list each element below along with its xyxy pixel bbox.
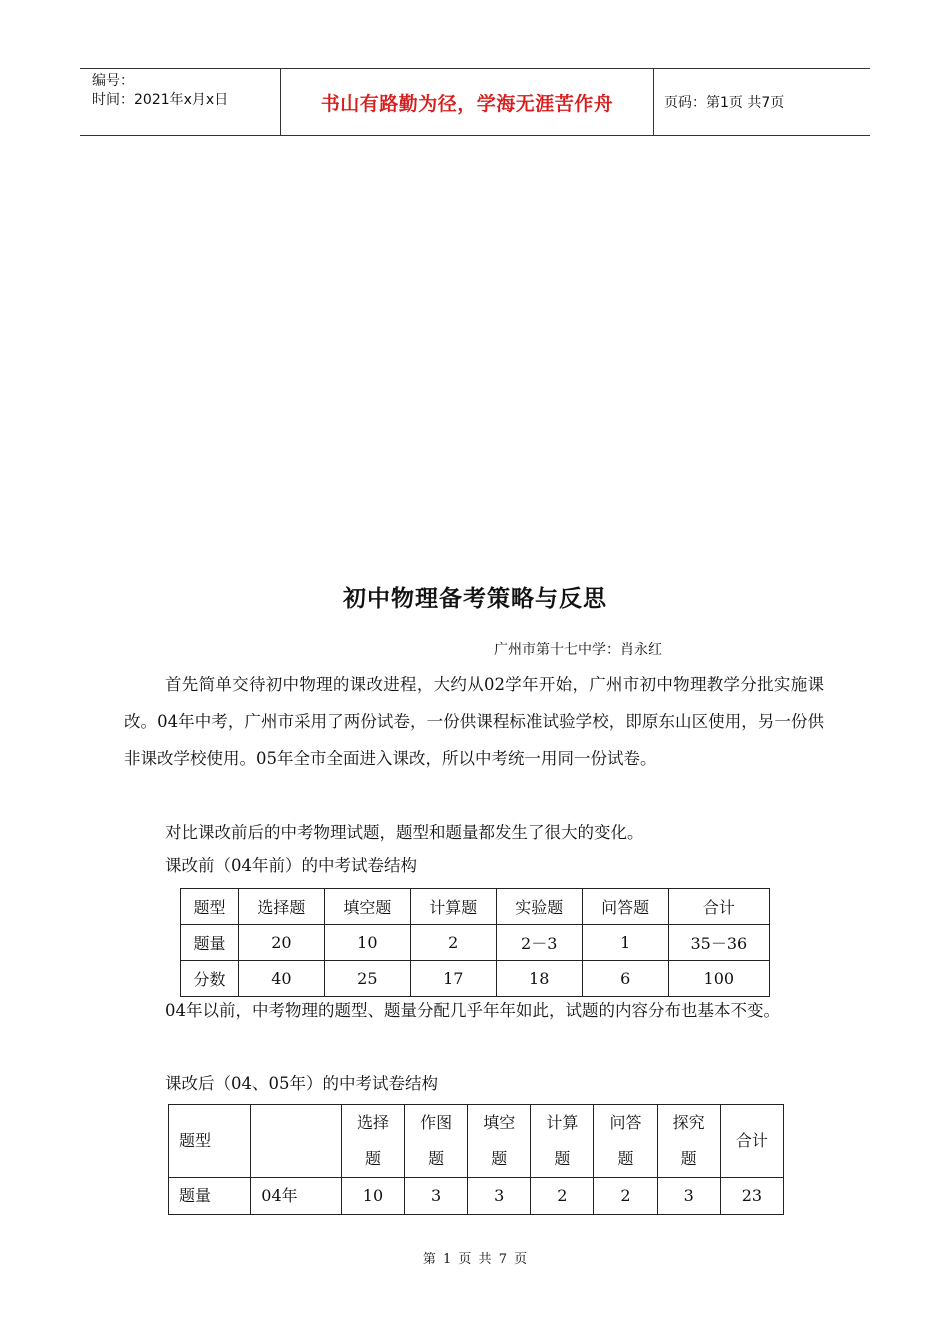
table-cell: 3 xyxy=(405,1178,468,1215)
table-cell: 合计 xyxy=(720,1105,783,1178)
author-line: 广州市第十七中学：肖永红 xyxy=(494,642,662,658)
table-cell: 40 xyxy=(238,961,324,997)
table-cell: 题型 xyxy=(181,889,239,925)
table2-caption: 课改后（04、05年）的中考试卷结构 xyxy=(165,1074,438,1093)
page-header xyxy=(80,68,870,136)
table-cell: 计算题 xyxy=(410,889,496,925)
table-cell: 分数 xyxy=(181,961,239,997)
table-cell: 问答题 xyxy=(582,889,668,925)
table-cell: 25 xyxy=(324,961,410,997)
table-cell xyxy=(251,1105,342,1178)
table-cell: 17 xyxy=(410,961,496,997)
table-cell: 35－36 xyxy=(668,925,769,961)
table-cell: 计算 题 xyxy=(531,1105,594,1178)
header-meta xyxy=(80,69,281,135)
page-footer: 第 1 页 共 7 页 xyxy=(422,1252,528,1267)
table-cell: 实验题 xyxy=(496,889,582,925)
table-cell: 填空 题 xyxy=(468,1105,531,1178)
table-row xyxy=(169,1105,784,1178)
table-cell: 20 xyxy=(238,925,324,961)
table-cell: 3 xyxy=(468,1178,531,1215)
after-table1-paragraph: 04年以前，中考物理的题型、题量分配几乎年年如此，试题的内容分布也基本不变。 xyxy=(165,1001,780,1020)
table-cell: 3 xyxy=(657,1178,720,1215)
compare-paragraph: 对比课改前后的中考物理试题，题型和题量都发生了很大的变化。 xyxy=(165,823,644,842)
table-row xyxy=(181,925,770,961)
table-cell: 探究 题 xyxy=(657,1105,720,1178)
document-title: 初中物理备考策略与反思 xyxy=(343,585,607,612)
table-cell: 填空题 xyxy=(324,889,410,925)
intro-paragraph: 首先简单交待初中物理的课改进程，大约从02学年开始，广州市初中物理教学分批实施课改。04年中考，广州市采用了两份试卷，一份供课程标准试验学校，即原东山区使用，另一份供非课改学校使用。05年全市全面进入课改，所以中考统一用同一份试卷。 xyxy=(124,675,824,768)
number-label: 编号： xyxy=(92,73,134,89)
table-cell: 10 xyxy=(324,925,410,961)
table-cell: 2 xyxy=(594,1178,657,1215)
table-cell: 选择 题 xyxy=(341,1105,404,1178)
table-cell: 10 xyxy=(341,1178,404,1215)
table-cell: 6 xyxy=(582,961,668,997)
table-cell: 04年 xyxy=(251,1178,342,1215)
pre-reform-table xyxy=(180,888,770,997)
table-cell: 选择题 xyxy=(238,889,324,925)
table1-caption: 课改前（04年前）的中考试卷结构 xyxy=(165,856,417,875)
table-cell: 2 xyxy=(531,1178,594,1215)
header-page-info: 页码：第1页 共7页 xyxy=(664,95,785,111)
table-cell: 18 xyxy=(496,961,582,997)
table-cell: 题型 xyxy=(169,1105,251,1178)
table-cell: 作图 题 xyxy=(405,1105,468,1178)
post-reform-table xyxy=(168,1104,784,1215)
table-cell: 题量 xyxy=(181,925,239,961)
table-cell: 1 xyxy=(582,925,668,961)
table-cell: 2－3 xyxy=(496,925,582,961)
header-motto: 书山有路勤为径，学海无涯苦作舟 xyxy=(281,69,654,135)
table-row xyxy=(169,1178,784,1215)
table-cell: 100 xyxy=(668,961,769,997)
table-cell: 合计 xyxy=(668,889,769,925)
table-row xyxy=(181,889,770,925)
time-label: 时间：2021年x月x日 xyxy=(92,92,229,108)
table-cell: 23 xyxy=(720,1178,783,1215)
table-cell: 题量 xyxy=(169,1178,251,1215)
table-cell: 2 xyxy=(410,925,496,961)
table-cell: 问答 题 xyxy=(594,1105,657,1178)
